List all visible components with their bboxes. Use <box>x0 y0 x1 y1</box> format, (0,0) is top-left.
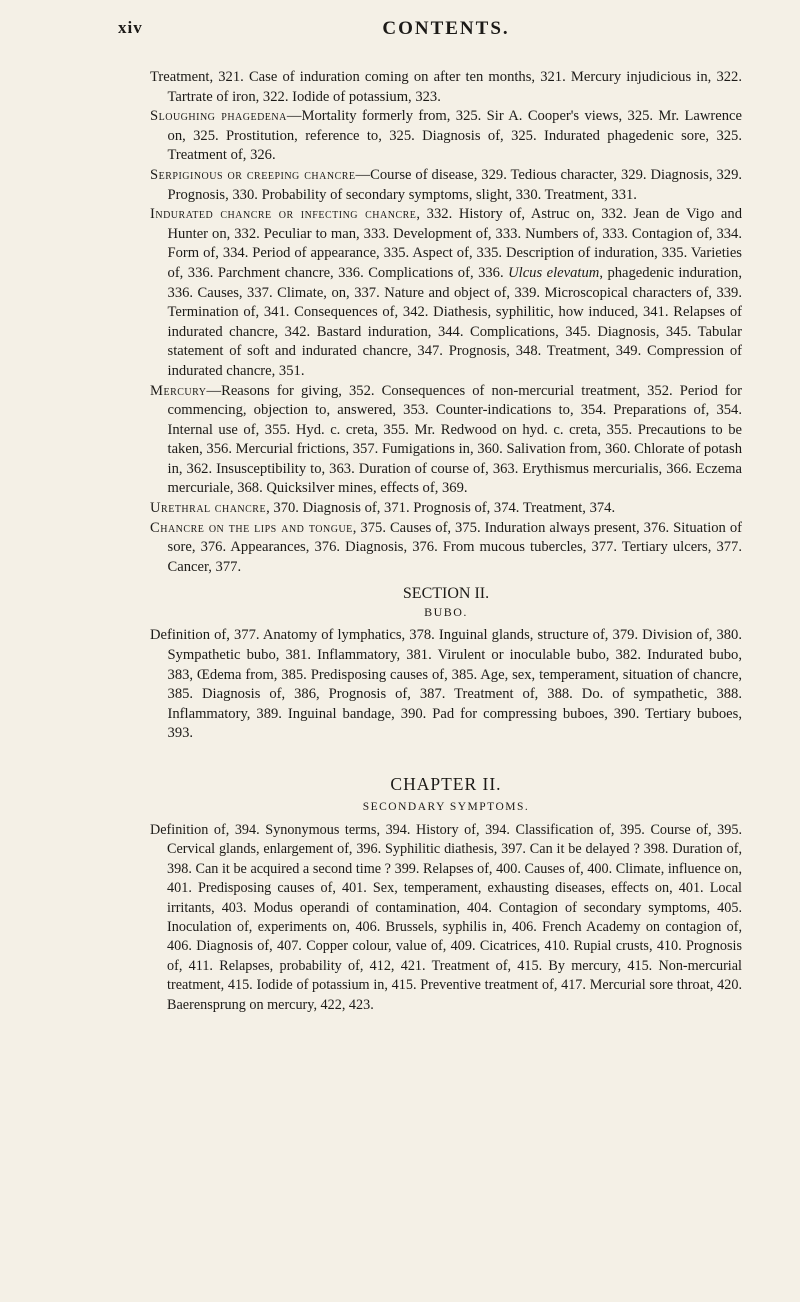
contents-entry <box>150 68 742 107</box>
entry-italic-term: Ulcus elevatum <box>508 264 600 281</box>
contents-entry <box>150 166 742 205</box>
entry-text: —Course of disease, 329. Tedious character, 329. Diagnosis, 329. Prognosis, 330. Probability of secondary symptoms, slight, 330. Treatment, 331. <box>167 166 743 203</box>
section-text: Definition of, 377. Anatomy of lymphatics, 378. Inguinal glands, structure of, 379. Division of, 380. Sympathetic bubo, 381. Inflammatory, 381. Virulent or inoculable bubo, 382. Indurated bubo, 383, Œdema from, 385. Predisposing causes of, 385. Age, sex, temperament, situation of chancre, 385. Diagnosis of, 386, Prognosis of, 387. Treatment of, 388. Do. of sympathetic, 388. Inflammatory, 389. Inguinal bandage, 390. Pad for compressing buboes, 390. Tertiary buboes, 393. <box>150 627 742 742</box>
entry-head: Mercury <box>150 382 207 399</box>
contents-entry <box>150 107 742 166</box>
entry-text: , 370. Diagnosis of, 371. Prognosis of, 374. Treatment, 374. <box>266 500 616 517</box>
entry-head: Indurated chancre or infecting chancre <box>150 206 417 223</box>
section-title: SECTION II. <box>402 585 490 603</box>
contents-page <box>118 18 743 1015</box>
entry-text: Treatment, 321. Case of induration coming on after ten months, 321. Mercury injudicious in, 322. Tartrate of iron, 322. Iodide of potassium, 323. <box>150 69 742 105</box>
contents-entry <box>150 499 742 519</box>
page-title: CONTENTS. <box>382 18 510 39</box>
contents-entry <box>150 382 742 500</box>
chapter-text: Definition of, 394. Synonymous terms, 394. History of, 394. Classification of, 395. Course of, 395. Cervical glands, enlargement of, 396. Syphilitic diathesis, 397. Can it be delayed ? 398. Duration of, 398. Can it be acquired a second time ? 399. Relapses of, 400. Causes of, 400. Climate, influence on, 401. Predisposing causes of, 401. Sex, temperament, exhausting diseases, effects on, 401. Local irritants, 403. Modus operandi of contamination, 404. Contagion of secondary symptoms, 405. Inoculation of, experiments on, 406. Brussels, syphilis in, 406. French Academy on contagion of, 406. Diagnosis of, 407. Copper colour, value of, 409. Cicatrices, 410. Rupial crusts, 410. Prognosis of, 411. Relapses, probability of, 412, 421. Treatment of, 415. By mercury, 415. Non-mercurial treatment, 415. Iodide of potassium in, 415. Preventive treatment of, 417. Mercurial sore throat, 420. Baerensprung on mercury, 422, 423. <box>150 822 742 1013</box>
entry-head: Serpiginous or creeping chancre <box>150 166 356 183</box>
chapter-subtitle: SECONDARY SYMPTOMS. <box>362 801 530 813</box>
contents-entry <box>150 519 742 578</box>
section-subtitle: BUBO. <box>424 605 468 620</box>
running-head <box>118 18 742 46</box>
entry-head: Sloughing phagedena <box>150 108 287 125</box>
entry-text: , 375. Causes of, 375. Induration always present, 376. Situation of sore, 376. Appearances, 376. Diagnosis, 376. From mucous tubercles, 377. Tertiary ulcers, 377. Cancer, 377. <box>167 519 742 575</box>
entry-text: , 332. History of, Astruc on, 332. Jean de Vigo and Hunter on, 332. Peculiar to man, 333. Development of, 333. Numbers of, 333. Contagion of, 334. Form of, 334. Period of appearance, 335. Aspect of, 335. Description of induration, 335. Varieties of, 336. Parchment chancre, 336. Complications of, 336. <box>167 206 742 281</box>
entry-text-continued: , phagedenic induration, 336. Causes, 337. Climate, on, 337. Nature and object of, 339. Microscopical characters of, 339. Termination of, 341. Consequences of, 342. Diathesis, syphilitic, how induced, 341. Relapses of indurated chancre, 342. Bastard induration, 344. Complications, 345. Diagnosis, 345. Tabular statement of soft and indurated chancre, 347. Prognosis, 348. Treatment, 349. Compression of indurated chancre, 351. <box>167 264 742 379</box>
entry-head: Chancre on the lips and tongue <box>150 519 353 536</box>
contents-entry <box>150 205 742 381</box>
chapter-title: CHAPTER II. <box>390 774 502 794</box>
entry-text: —Mortality formerly from, 325. Sir A. Cooper's views, 325. Mr. Lawrence on, 325. Prostitution, reference to, 325. Diagnosis of, 325. Indurated phagedenic sore, 325. Treatment of, 326. <box>167 108 742 164</box>
page-folio: xiv <box>118 18 143 37</box>
entry-head: Urethral chancre <box>150 500 267 517</box>
entry-text: —Reasons for giving, 352. Consequences of non-mercurial treatment, 352. Period for commencing, objection to, answered, 353. Counter-indications to, 354. Preparations of, 354. Internal use of, 355. Hyd. c. creta, 355. Mr. Redwood on hyd. c. creta, 355. Precautions to be taken, 356. Mercurial frictions, 357. Fumigations in, 360. Salivation from, 360. Chlorate of potash in, 362. Insusceptibility to, 363. Duration of course of, 363. Erythismus mercurialis, 366. Eczema mercuriale, 368. Quicksilver mines, effects of, 369. <box>167 382 742 497</box>
